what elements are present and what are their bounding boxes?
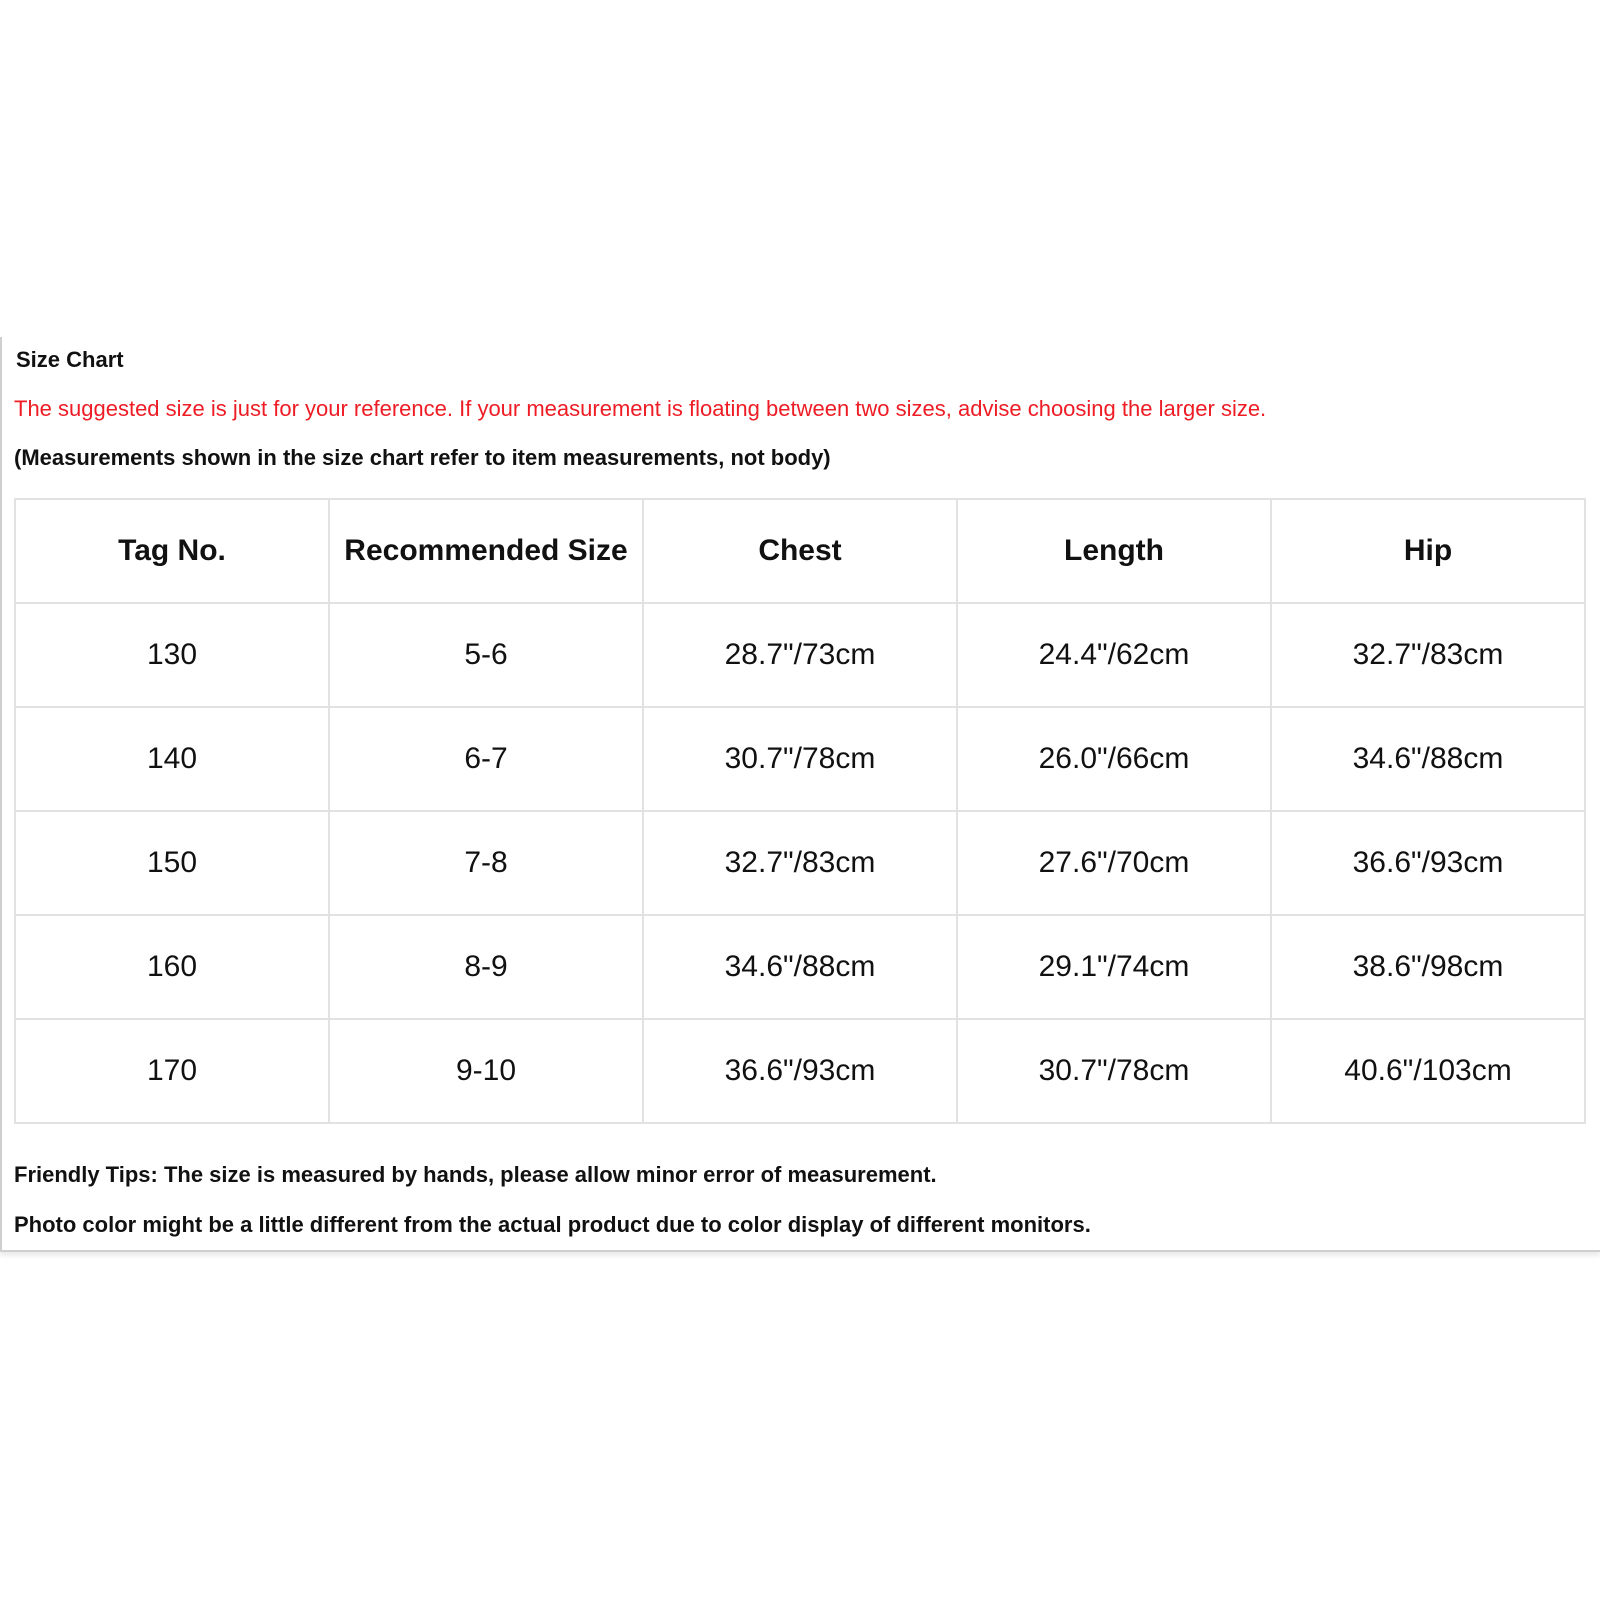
header-chest: Chest (643, 499, 957, 603)
cell-chest: 32.7"/83cm (643, 811, 957, 915)
measurement-note: (Measurements shown in the size chart refer to item measurements, not body) (14, 445, 831, 470)
header-tag-no: Tag No. (15, 499, 329, 603)
size-chart-panel (0, 337, 1600, 1252)
cell-tag-no: 150 (15, 811, 329, 915)
header-hip: Hip (1271, 499, 1585, 603)
cell-hip: 36.6"/93cm (1271, 811, 1585, 915)
cell-chest: 36.6"/93cm (643, 1019, 957, 1123)
table-header-row (15, 499, 1585, 603)
size-table (14, 498, 1586, 1124)
table-row (15, 603, 1585, 707)
cell-hip: 32.7"/83cm (1271, 603, 1585, 707)
size-advice-notice: The suggested size is just for your reference. If your measurement is floating between two sizes, advise choosing the larger size. (14, 396, 1267, 421)
cell-hip: 38.6"/98cm (1271, 915, 1585, 1019)
cell-length: 24.4"/62cm (957, 603, 1271, 707)
table-row (15, 915, 1585, 1019)
table-row (15, 707, 1585, 811)
cell-recommended-size: 7-8 (329, 811, 643, 915)
cell-recommended-size: 6-7 (329, 707, 643, 811)
cell-hip: 34.6"/88cm (1271, 707, 1585, 811)
header-recommended-size: Recommended Size (329, 499, 643, 603)
cell-recommended-size: 9-10 (329, 1019, 643, 1123)
cell-recommended-size: 8-9 (329, 915, 643, 1019)
cell-length: 30.7"/78cm (957, 1019, 1271, 1123)
cell-length: 29.1"/74cm (957, 915, 1271, 1019)
cell-tag-no: 140 (15, 707, 329, 811)
cell-tag-no: 170 (15, 1019, 329, 1123)
cell-tag-no: 130 (15, 603, 329, 707)
cell-length: 27.6"/70cm (957, 811, 1271, 915)
table-row (15, 1019, 1585, 1123)
cell-chest: 30.7"/78cm (643, 707, 957, 811)
table-row (15, 811, 1585, 915)
cell-chest: 28.7"/73cm (643, 603, 957, 707)
cell-length: 26.0"/66cm (957, 707, 1271, 811)
cell-recommended-size: 5-6 (329, 603, 643, 707)
size-chart-title: Size Chart (16, 347, 124, 372)
cell-tag-no: 160 (15, 915, 329, 1019)
header-length: Length (957, 499, 1271, 603)
friendly-tip-text: Friendly Tips: The size is measured by hands, please allow minor error of measurement. (14, 1162, 937, 1187)
photo-color-note: Photo color might be a little different from the actual product due to color display of different monitors. (14, 1212, 1091, 1237)
cell-chest: 34.6"/88cm (643, 915, 957, 1019)
cell-hip: 40.6"/103cm (1271, 1019, 1585, 1123)
